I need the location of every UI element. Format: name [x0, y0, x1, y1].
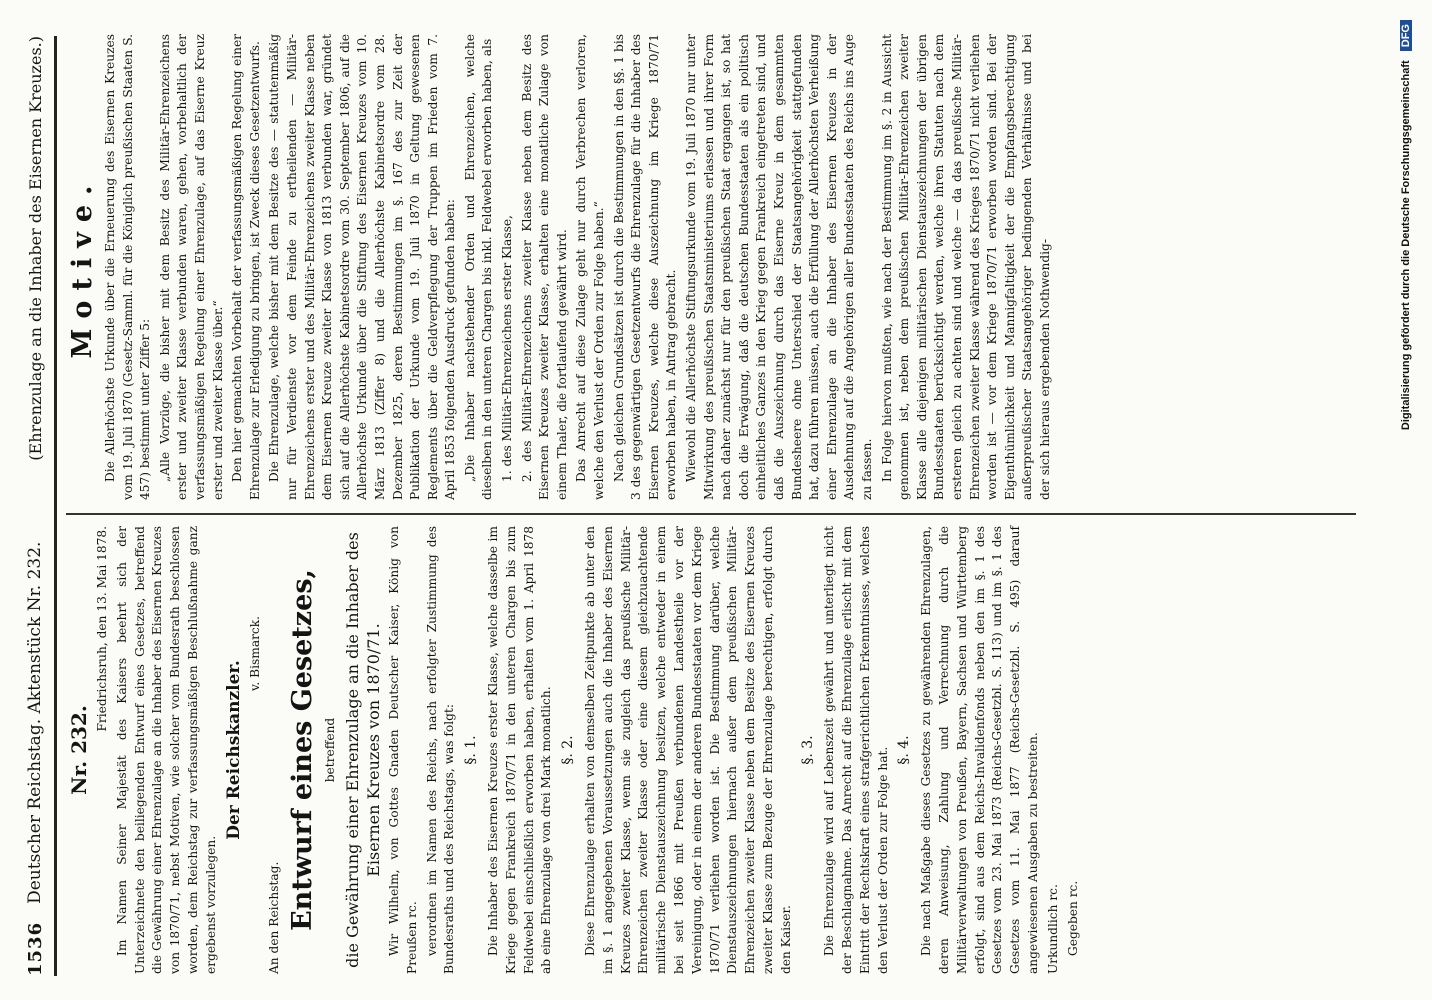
right-column: [66, 34, 1366, 500]
closing-gegeben: Gegeben rc.: [1065, 880, 1080, 956]
digitization-note: [1400, 20, 1412, 980]
section-3-heading: §. 3.: [799, 735, 816, 765]
quote-intro: „Die Inhaber nachstehender Orden und Ehrenzeichen, welche dieselben in den unteren Chargen bis inkl. Feldwebel erworben haben, als: [462, 34, 495, 500]
section-1-heading: §. 1.: [463, 735, 480, 765]
section-4-text: Die nach Maßgabe dieses Gesetzes zu gewährenden Ehrenzulagen, deren Anweisung, Zahlung und Verrechnung durch die Militärverwaltungen von Preußen, Bayern, Sachsen und Württemberg erfolgt, sind aus dem Reichs-Invalidenfonds neben den im §. 1 des Gesetzes vom 23. Mai 1873 (Reichs-Gesetzbl. S. 113) und im §. 1 des Gesetzes vom 11. Mai 1877 (Reichs-Gesetzbl. S. 495) darauf angewiesenen Ausgaben zu bestreiten.: [919, 526, 1041, 974]
funding-text: Digitalisierung gefördert durch die Deutsche Forschungsgemeinschaft: [1400, 60, 1412, 431]
betreffend: betreffend: [323, 717, 338, 783]
section-3-text: Die Ehrenzulage wird auf Lebenszeit gewährt und unterliegt nicht der Beschlagnahme. Das Anrecht auf die Ehrenzulage erlischt mit dem Eintritt der Rechtskraft eines strafgerichtlichen Erkenntnisses, welches den Verlust der Orden zur Folge hat.: [822, 526, 890, 974]
quote-item-2: 2. des Militär-Ehrenzeichens zweiter Klasse neben dem Besitz des Eisernen Kreuzes zweiter Klasse, erhalten eine monatliche Zulage von einem Thaler, die fortlaufend gewährt wird.: [519, 34, 569, 500]
dfg-logo: DFG: [1400, 20, 1412, 51]
motive-para-5: Wiewohl die Allerhöchste Stiftungsurkunde vom 19. Juli 1870 nur unter Mitwirkung des preußischen Staatsministeriums erlassen und ihrer Form nach daher zunächst nur für den preußischen Staat ergangen ist, so hat doch die Erwägung, daß die deutschen Bundesstaaten als ein politisch einheitliches Ganzes in den Krieg gegen Frankreich eingetreten sind, und daß die Auszeichnung durch das Eiserne Kreuz in dem gesammten Bundesheere ohne Unterschied der Staatsangehörigkeit stattgefunden hat, dazu führen müssen, auch die Erfüllung der Allerhöchsten Verheißung einer Ehrenzulage an die Inhaber des Eisernen Kreuzes in der Ausdehnung auf die Angehörigen aller Bundesstaaten des Reichs ins Auge zu fassen.: [684, 34, 874, 500]
signer-title: Der Reichskanzler.: [223, 660, 244, 840]
motive-para-1: Die Allerhöchste Urkunde über die Erneuerung des Eisernen Kreuzes vom 19. Juli 1870 (Gesetz-Samml. für die Königlich preußischen Staaten S. 457) bestimmt unter Ziffer 5:: [103, 34, 153, 500]
dateline: Friedrichsruh, den 13. Mai 1878.: [95, 526, 109, 732]
section-2-text: Diese Ehrenzulage erhalten von demselben Zeitpunkte ab unter den im §. 1 angegebenen Voraussetzungen auch die Inhaber des Eisernen Kreuzes zweiter Klasse, wenn sie zugleich das preußische Militär-Ehrenzeichen zweiter Klasse oder eine diesem gleichzuachtende militärische Dienstauszeichnung besitzen, welche entweder in einem bei seit 1866 mit Preußen verbundenen Landestheile vor der Vereinigung, oder in einem der anderen Bundesstaaten vor dem Kriege 1870/71 verliehen worden ist. Die Bestimmung darüber, welche Dienstauszeichnungen hiernach außer dem preußischen Militär-Ehrenzeichen zweiter Klasse neben dem Besitze des Eisernen Kreuzes zweiter Klasse zum Bezuge der Ehrenzulage berechtigen, erfolgt durch den Kaiser.: [582, 526, 793, 974]
motive-para-3: Die Ehrenzulage, welche bisher mit dem Besitze des — statutenmäßig nur für Verdienste vor dem Feinde zu ertheilenden — Militär-Ehrenzeichens erster und des Militär-Ehrenzeichens zweiter Klasse neben dem Eisernen Kreuze zweiter Klasse von 1813 verbunden war, gründet sich auf die Allerhöchste Kabinetsordre vom 30. September 1806, auf die Allerhöchste Urkunde über die Stiftung des Eisernen Kreuzes vom 10. März 1813 (Ziffer 8) und die Allerhöchste Kabinetsordre vom 28. Dezember 1825, deren Bestimmungen im §. 167 des zur Zeit der Publikation der Urkunde vom 19. Juli 1870 in Geltung gewesenen Reglements über die Geldverpflegung der Truppen im Frieden vom 7. April 1853 folgenden Ausdruck gefunden haben:: [267, 34, 458, 500]
motive-para-4: Nach gleichen Grundsätzen ist durch die Bestimmungen in den §§. 1 bis 3 des gegenwärtigen Gesetzentwurfs die Ehrenzulage für die Inhaber des Eisernen Kreuzes, welche diese Auszeichnung im Kriege 1870/71 erworben haben, in Antrag gebracht.: [611, 34, 679, 500]
section-1-text: Die Inhaber des Eisernen Kreuzes erster Klasse, welche dasselbe im Kriege gegen Frankreich 1870/71 in den unteren Chargen bis zum Feldwebel einschließlich erworben haben, erhalten vom 1. April 1878 ab eine Ehrenzulage von drei Mark monatlich.: [485, 526, 554, 974]
preamble: Wir Wilhelm, von Gottes Gnaden Deutscher Kaiser, König von Preußen rc.: [386, 526, 419, 974]
left-column: [66, 526, 1366, 974]
motive-quote-1: „Alle Vorzüge, die bisher mit dem Besitz des Militär-Ehrenzeichens erster und zweiter Klasse verbunden waren, gehen, vorbehaltlich der verfassungsmäßigen Regelung einer Ehrenzulage, auf das Eiserne Kreuz erster und zweiter Klasse über.“: [157, 34, 225, 500]
motive-para-6: In Folge hiervon mußten, wie nach der Bestimmung im §. 2 in Aussicht genommen ist, neben dem preußischen Militär-Ehrenzeichen zweiter Klasse alle diejenigen militärischen Dienstauszeichnungen der übrigen Bundesstaaten berücksichtigt werden, welche ihren Statuten nach dem ersteren gleich zu achten sind und welche — da das preußische Militär-Ehrenzeichen zweiter Klasse während des Krieges 1870/71 nicht verliehen worden ist — vor dem Kriege 1870/71 erworben worden sind. Bei der Eigenthümlichkeit und Mannigfaltigkeit der die Empfangsberechtigung außerpreußischer Staatsangehöriger bedingenden Verhältnisse und bei der sich hieraus ergebenden Nothwendig-: [879, 34, 1052, 500]
running-subtitle: (Ehrenzulage an die Inhaber des Eisernen Kreuzes.): [25, 36, 45, 461]
motive-heading: Motive.: [67, 175, 98, 359]
signer-name: v. Bismarck.: [247, 616, 262, 692]
draft-heading: Entwurf eines Gesetzes,: [287, 569, 319, 931]
motive-para-2: Den hier gemachten Vorbehalt der verfassungsmäßigen Regelung einer Ehrenzulage zur Erledigung zu bringen, ist Zweck dieses Gesetzentwurfs.: [230, 34, 262, 500]
draft-subject: die Gewährung einer Ehrenzulage an die Inhaber des Eisernen Kreuzes von 1870/71.: [342, 532, 383, 968]
section-4-heading: §. 4.: [896, 735, 913, 765]
enacting-clause: verordnen im Namen des Reichs, nach erfolgter Zustimmung des Bundesraths und des Reichstags, was folgt:: [424, 526, 457, 974]
cover-letter: Im Namen Seiner Majestät des Kaisers beehrt sich der Unterzeichnete den beiliegenden Entwurf eines Gesetzes, betreffend die Gewährung einer Ehrenzulage an die Inhaber des Eisernen Kreuzes von 1870/71, nebst Motiven, wie solcher vom Bundesrath beschlossen worden, dem Reichstag zur verfassungsmäßigen Beschlußnahme ganz ergebenst vorzulegen.: [114, 526, 218, 974]
document-number: Nr. 232.: [67, 705, 91, 795]
running-title: Deutscher Reichstag. Aktenstück Nr. 232.: [25, 541, 45, 904]
column-divider: [66, 513, 1356, 515]
address-line: An den Reichstag.: [267, 861, 282, 974]
section-2-heading: §. 2.: [560, 735, 577, 765]
page-header: [16, 36, 57, 976]
quote-item-1: 1. des Militär-Ehrenzeichens erster Klasse,: [500, 215, 515, 482]
page-number: 1536: [24, 921, 46, 976]
closing-urkundlich: Urkundlich rc.: [1045, 884, 1060, 974]
quote-closing: Das Anrecht auf diese Zulage geht nur durch Verbrechen verloren, welche den Verlust der Orden zur Folge haben.“: [574, 34, 607, 500]
